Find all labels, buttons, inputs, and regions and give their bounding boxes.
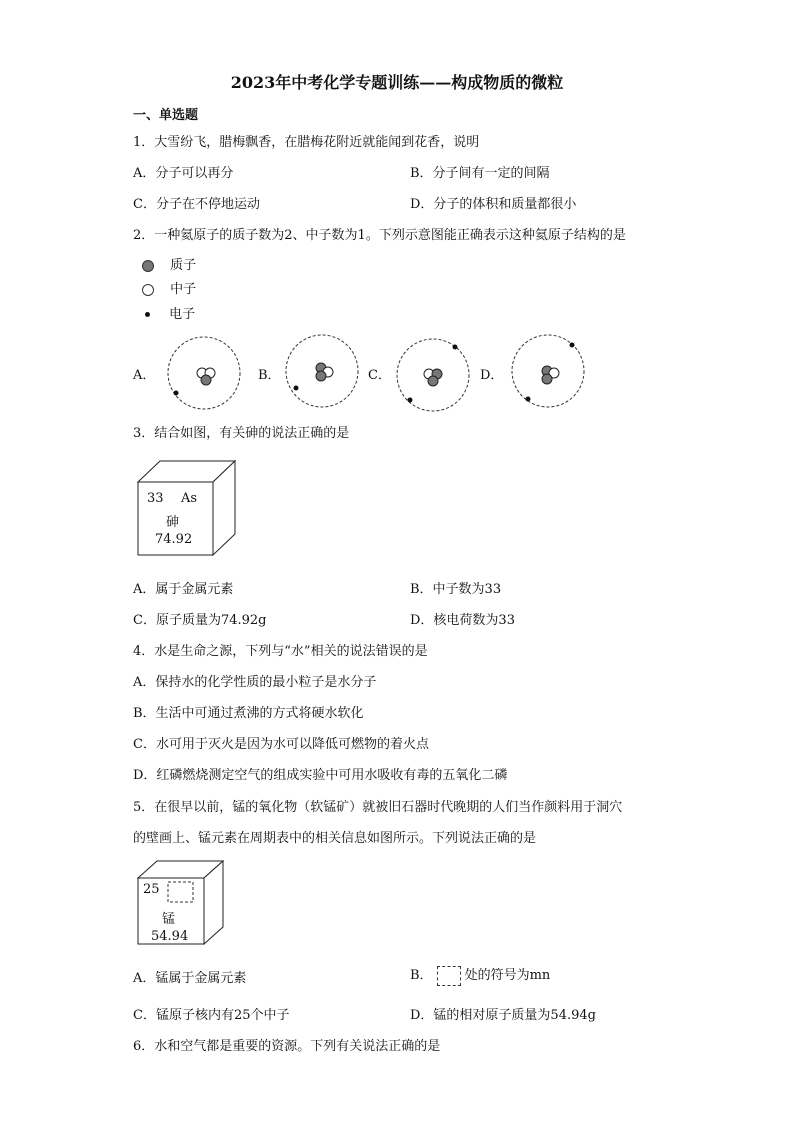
q2-option-b-label[interactable]: B． [258,368,281,383]
electron [570,343,575,348]
electron [408,398,413,403]
q4-option-a[interactable]: A．保持水的化学性质的最小粒子是水分子 [133,675,377,690]
proton [201,375,211,385]
question-2-stem: 2．一种氦原子的质子数为2、中子数为1。下列示意图能正确表示这种氦原子结构的是 [133,228,626,243]
page-title: 2023年中考化学专题训练——构成物质的微粒 [230,73,564,92]
legend-electron-label: 电子 [169,307,196,322]
q1-option-a[interactable]: A．分子可以再分 [133,166,234,181]
atom-diagram-b [284,333,360,409]
q3-option-c[interactable]: C．原子质量为74.92g [133,613,267,628]
q1-option-d[interactable]: D．分子的体积和质量都很小 [410,197,577,212]
q2-option-c-label[interactable]: C． [368,368,391,383]
blank-symbol-box [437,966,461,986]
q5-option-b[interactable] [410,964,550,986]
q4-option-b[interactable]: B．生活中可通过煮沸的方式将硬水软化 [133,706,364,721]
arsenic-atomic-number: 33 [147,491,164,506]
legend-neutron [142,278,196,297]
question-4-stem: 4．水是生命之源，下列与“水”相关的说法错误的是 [133,644,428,659]
q1-option-b[interactable]: B．分子间有一定的间隔 [410,166,550,181]
q5-option-b-prefix: B． [410,968,433,983]
question-5-stem-line2: 的壁画上、锰元素在周期表中的相关信息如图所示。下列说法正确的是 [133,831,537,846]
question-6-stem: 6．水和空气都是重要的资源。下列有关说法正确的是 [133,1039,441,1054]
electron [174,391,179,396]
neutron-icon [142,284,154,296]
q5-option-c[interactable]: C．锰原子核内有25个中子 [133,1008,290,1023]
legend-neutron-label: 中子 [170,282,197,297]
proton [428,376,438,386]
electron [453,345,458,350]
q5-option-d[interactable]: D．锰的相对原子质量为54.94g [410,1008,596,1023]
electron [294,386,299,391]
arsenic-mass: 74.92 [155,532,193,547]
manganese-name: 锰 [162,912,176,927]
question-1-stem: 1．大雪纷飞，腊梅飘香，在腊梅花附近就能闻到花香，说明 [133,135,480,150]
q5-option-a[interactable]: A．锰属于金属元素 [133,971,247,986]
q5-option-b-text: 处的符号为mn [464,968,551,983]
manganese-mass: 54.94 [151,929,189,944]
legend-proton [142,254,196,273]
q1-option-c[interactable]: C．分子在不停地运动 [133,197,260,212]
q4-option-c[interactable]: C．水可用于灭火是因为水可以降低可燃物的着火点 [133,737,429,752]
q2-option-d-label[interactable]: D． [480,368,504,383]
arsenic-symbol: As [181,491,198,506]
q3-option-a[interactable]: A．属于金属元素 [133,582,234,597]
q2-option-a-label[interactable]: A． [133,368,156,383]
electron-icon [145,312,150,317]
atom-diagram-a [166,335,242,411]
q3-option-d[interactable]: D．核电荷数为33 [410,613,515,628]
q4-option-d[interactable]: D．红磷燃烧测定空气的组成实验中可用水吸收有毒的五氧化二磷 [133,768,508,783]
atom-diagram-d [510,333,586,409]
electron [526,397,531,402]
proton-icon [142,260,154,272]
legend-electron [142,303,195,322]
manganese-atomic-number: 25 [143,882,160,897]
section-heading: 一、单选题 [133,108,199,123]
legend-proton-label: 质子 [170,258,197,273]
q3-option-b[interactable]: B．中子数为33 [410,582,502,597]
atom-diagram-c [395,337,471,413]
question-3-stem: 3．结合如图，有关砷的说法正确的是 [133,426,350,441]
arsenic-name: 砷 [166,515,180,530]
proton [542,374,552,384]
proton [316,371,326,381]
question-5-stem-line1: 5．在很早以前，锰的氧化物（软锰矿）就被旧石器时代晚期的人们当作颜料用于洞穴 [133,800,623,815]
